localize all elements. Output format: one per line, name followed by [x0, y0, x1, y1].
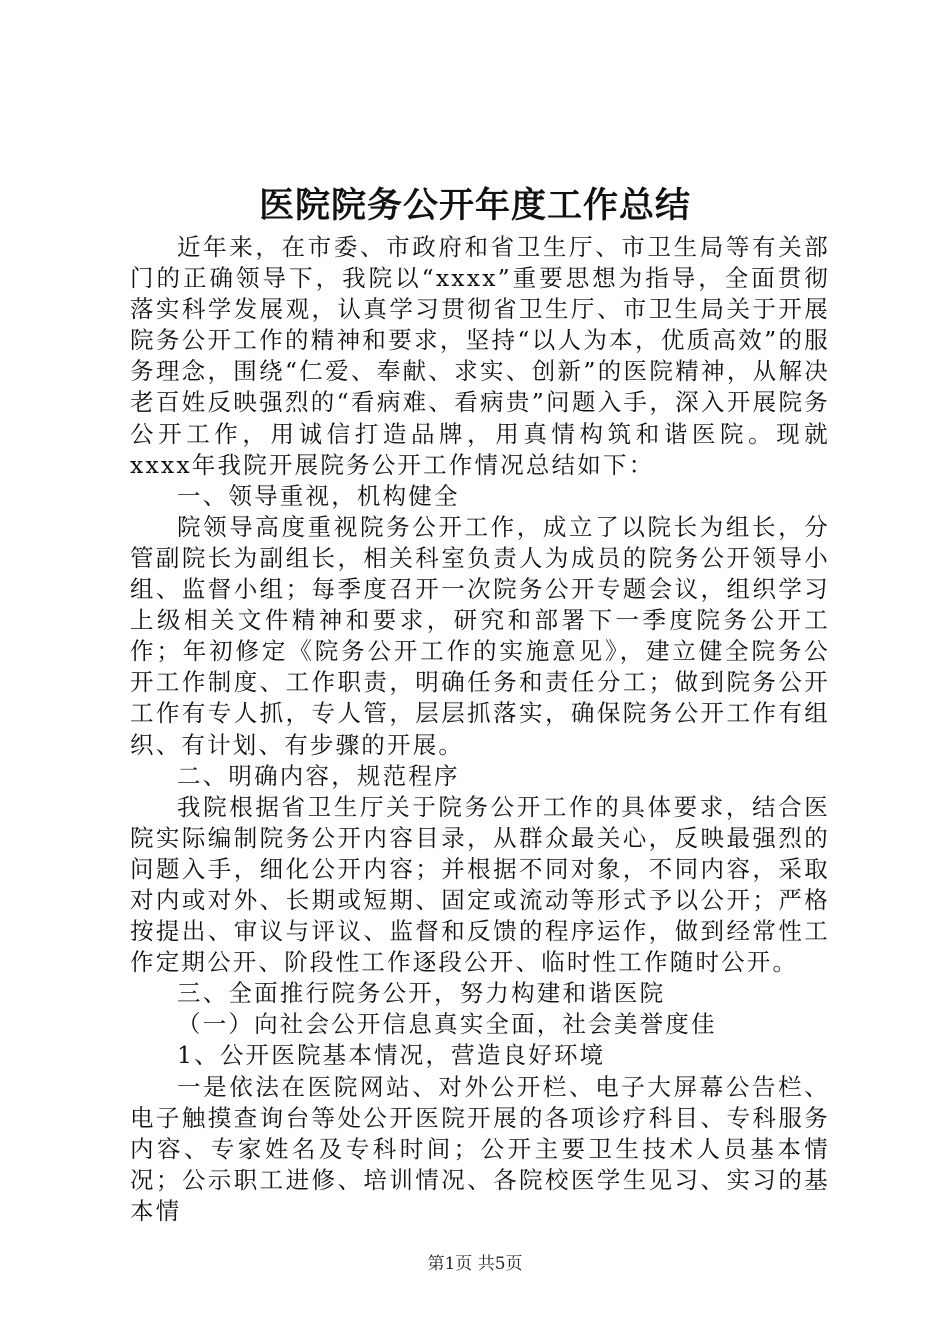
section-heading-1: 一、领导重视，机构健全 [177, 481, 460, 510]
section-1-paragraph: 院领导高度重视院务公开工作，成立了以院长为组长，分管副院长为副组长，相关科室负责人为成员的院务公开领导小组、监督小组；每季度召开一次院务公开专题会议，组织学习上级相关文件精神和要求，研究和部署下一季度院务公开工作；年初修定《院务公开工作的实施意见》，建立健全院务公开工作制度、工作职责，明确任务和责任分工；做到院务公开工作有专人抓，专人管，层层抓落实，确保院务公开工作有组织、有计划、有步骤的开展。 [130, 512, 830, 759]
document-title: 医院院务公开年度工作总结 [258, 185, 691, 226]
page-number-footer: 第1页 共5页 [427, 1254, 523, 1274]
section-heading-3: 三、全面推行院务公开，努力构建和谐医院 [177, 979, 666, 1008]
section-heading-2: 二、明确内容，规范程序 [177, 761, 460, 790]
intro-paragraph: 近年来，在市委、市政府和省卫生厅、市卫生局等有关部门的正确领导下，我院以“xxxx”重要思想为指导，全面贯彻落实科学发展观，认真学习贯彻省卫生厅、市卫生局关于开展院务公开工作的精神和要求，坚持“以人为本，优质高效”的服务理念，围绕“仁爱、奉献、求实、创新”的医院精神，从解决老百姓反映强烈的“看病难、看病贵”问题入手，深入开展院务公开工作，用诚信打造品牌，用真情构筑和谐医院。现就xxxx年我院开展院务公开工作情况总结如下： [130, 233, 830, 479]
item-heading-1: 1、公开医院基本情况，营造良好环境 [177, 1041, 606, 1070]
section-2-paragraph: 我院根据省卫生厅关于院务公开工作的具体要求，结合医院实际编制院务公开内容目录，从群众最关心，反映最强烈的问题入手，细化公开内容；并根据不同对象，不同内容，采取对内或对外、长期或短期、固定或流动等形式予以公开；严格按提出、审议与评议、监督和反馈的程序运作，做到经常性工作定期公开、阶段性工作逐段公开、临时性工作随时公开。 [130, 792, 830, 977]
subsection-heading-1: （一）向社会公开信息真实全面，社会美誉度佳 [177, 1010, 717, 1039]
item-1-paragraph: 一是依法在医院网站、对外公开栏、电子大屏幕公告栏、电子触摸查询台等处公开医院开展的各项诊疗科目、专科服务内容、专家姓名及专科时间；公开主要卫生技术人员基本情况；公示职工进修、培训情况、各院校医学生见习、实习的基本情 [130, 1072, 830, 1225]
document-body [130, 232, 830, 1227]
